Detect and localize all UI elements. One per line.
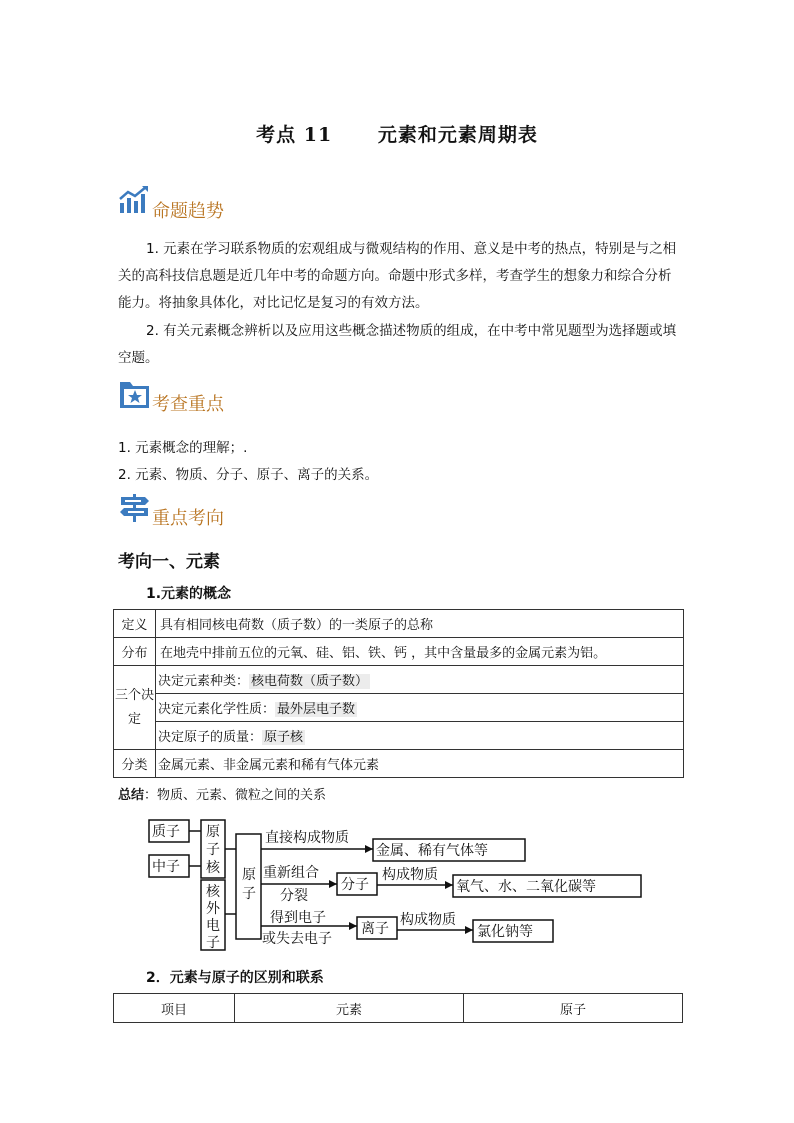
ion-label: 离子 — [361, 921, 389, 937]
gain-label: 得到电子 — [270, 910, 326, 926]
distribution-value: 在地壳中排前五位的元氧、硅、铝、铁、钙 ，其中含量最多的金属元素为铝。 — [156, 638, 684, 666]
summary-label: 总结 — [118, 788, 145, 803]
concept-heading: 1.元素的概念 — [146, 586, 232, 602]
atom-char-1: 原 — [242, 867, 256, 883]
table-row — [114, 610, 684, 638]
concept-table — [113, 609, 684, 778]
section-trend-label: 命题趋势 — [152, 201, 224, 222]
decide-2-label: 决定元素化学性质： — [158, 702, 276, 717]
nacl-label: 氯化钠等 — [477, 924, 533, 940]
star-folder-icon — [118, 378, 152, 410]
trend-paragraph-1-text: 1. 元素在学习联系物质的宏观组成与微观结构的作用、意义是中考的热点，特别是与之相关的高科技信息题是近几年中考的命题方向。命题中形式多样，考查学生的想象力和综合分析能力。将抽象具体化，对比记忆是复习的有效方法。 — [118, 241, 677, 311]
trend-paragraph-1 — [118, 236, 684, 317]
recombine-label: 重新组合 — [263, 865, 319, 881]
class-value: 金属元素、非金属元素和稀有气体元素 — [156, 750, 684, 778]
oxygen-label: 氧气、水、二氧化碳等 — [456, 879, 596, 895]
split-label: 分裂 — [280, 888, 308, 904]
section-focus-label: 考查重点 — [152, 394, 224, 415]
decide-2-value: 最外层电子数 — [277, 702, 356, 717]
three-key: 三个决定 — [114, 666, 156, 750]
trend-paragraph-2 — [118, 318, 684, 372]
electron-char-1: 核 — [206, 884, 220, 900]
forms-1-label: 构成物质 — [382, 867, 438, 883]
summary-text: ：物质、元素、微粒之间的关系 — [144, 788, 327, 803]
molecule-label: 分子 — [341, 877, 369, 893]
signpost-icon — [118, 492, 152, 524]
compare-table — [113, 993, 683, 1023]
neutron-label: 中子 — [152, 859, 180, 875]
lose-label: 或失去电子 — [262, 931, 332, 947]
focus-item-1: 1. 元素概念的理解；. — [118, 440, 248, 456]
table-row — [114, 750, 684, 778]
relationship-diagram — [140, 814, 650, 956]
section-direction-label: 重点考向 — [152, 508, 224, 529]
decide-row-1 — [156, 666, 684, 694]
decide-1-value: 核电荷数（质子数） — [251, 674, 369, 689]
decide-3-value: 原子核 — [264, 730, 304, 745]
table-header-row — [114, 994, 683, 1023]
table-row — [114, 666, 684, 694]
atom-char-2: 子 — [242, 886, 256, 902]
compare-heading: 2．元素与原子的区别和联系 — [146, 970, 324, 986]
nucleus-char-2: 子 — [206, 842, 220, 858]
definition-key: 定义 — [114, 610, 156, 638]
decide-1-label: 决定元素种类： — [158, 674, 250, 689]
table-row — [114, 722, 684, 750]
table-row — [114, 694, 684, 722]
direct-label: 直接构成物质 — [265, 830, 349, 846]
definition-value: 具有相同核电荷数（质子数）的一类原子的总称 — [156, 610, 684, 638]
bar-chart-icon — [118, 185, 150, 215]
decide-row-2 — [156, 694, 684, 722]
distribution-key: 分布 — [114, 638, 156, 666]
summary — [118, 784, 326, 803]
compare-header-element: 元素 — [235, 994, 464, 1023]
trend-paragraph-2-text: 2. 有关元素概念辨析以及应用这些概念描述物质的组成，在中考中常见题型为选择题或填空题。 — [118, 323, 677, 366]
electron-char-4: 子 — [206, 935, 220, 951]
class-key: 分类 — [114, 750, 156, 778]
focus-item-2: 2. 元素、物质、分子、原子、离子的关系。 — [118, 467, 379, 483]
decide-3-label: 决定原子的质量： — [158, 730, 263, 745]
forms-2-label: 构成物质 — [400, 912, 456, 928]
electron-char-2: 外 — [206, 901, 220, 917]
direction-heading: 考向一、元素 — [118, 552, 220, 572]
compare-header-atom: 原子 — [464, 994, 683, 1023]
nucleus-char-3: 核 — [206, 860, 220, 876]
nucleus-char-1: 原 — [206, 824, 220, 840]
compare-header-item: 项目 — [114, 994, 235, 1023]
decide-row-3 — [156, 722, 684, 750]
electron-char-3: 电 — [206, 918, 220, 934]
table-row — [114, 638, 684, 666]
proton-label: 质子 — [152, 824, 180, 840]
metal-label: 金属、稀有气体等 — [376, 843, 488, 859]
page-title: 考点 11 元素和元素周期表 — [256, 124, 538, 146]
